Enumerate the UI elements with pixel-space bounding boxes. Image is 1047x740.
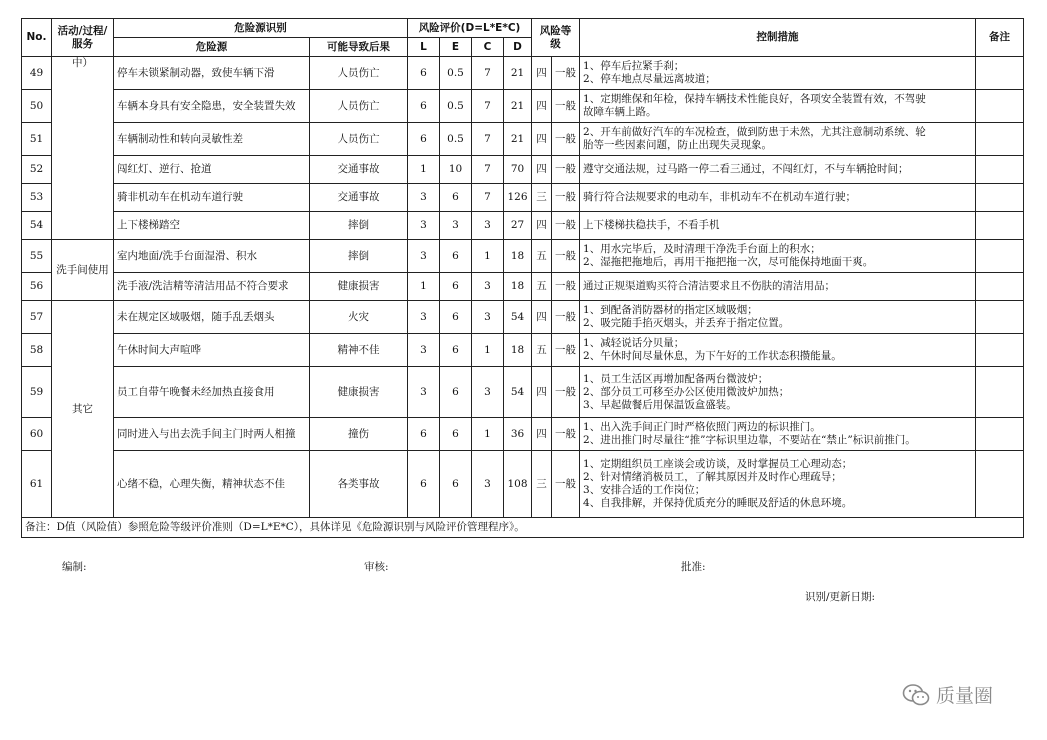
consequence-cell: 交通事故 xyxy=(310,184,408,212)
D-cell: 54 xyxy=(504,301,532,334)
update-date-label: 识别/更新日期: xyxy=(805,591,876,603)
table-row xyxy=(22,184,1024,212)
C-cell: 7 xyxy=(472,123,504,156)
hazard-cell: 车辆本身具有安全隐患，安全装置失效 xyxy=(114,90,310,123)
header-E: E xyxy=(440,38,472,57)
grade-cell: 四 xyxy=(532,212,552,240)
hazard-cell: 骑非机动车在机动车道行驶 xyxy=(114,184,310,212)
wechat-icon xyxy=(902,683,930,707)
L-cell: 3 xyxy=(408,240,440,273)
grade-cell: 四 xyxy=(532,156,552,184)
row-no: 56 xyxy=(22,273,52,301)
row-no: 60 xyxy=(22,418,52,451)
hazard-cell: 闯红灯、逆行、抢道 xyxy=(114,156,310,184)
hazard-cell: 午休时间大声喧哗 xyxy=(114,334,310,367)
measure-line: 通过正规渠道购买符合清洁要求且不伤肤的清洁用品； xyxy=(583,280,836,292)
level-cell: 一般 xyxy=(552,212,580,240)
E-cell: 0.5 xyxy=(440,90,472,123)
D-cell: 21 xyxy=(504,90,532,123)
level-cell: 一般 xyxy=(552,240,580,273)
table-body xyxy=(22,57,1024,518)
prepared-by-label: 编制: xyxy=(62,561,87,573)
hazard-cell: 上下楼梯踏空 xyxy=(114,212,310,240)
hazard-cell: 室内地面/洗手台面湿滑、积水 xyxy=(114,240,310,273)
grade-cell: 四 xyxy=(532,301,552,334)
C-cell: 3 xyxy=(472,273,504,301)
hazard-cell: 同时进入与出去洗手间主门时两人相撞 xyxy=(114,418,310,451)
control-measures-cell xyxy=(580,184,976,212)
table-row xyxy=(22,273,1024,301)
D-cell: 27 xyxy=(504,212,532,240)
measure-line: 遵守交通法规，过马路一停二看三通过，不闯红灯，不与车辆抢时间； xyxy=(583,163,909,175)
measure-line: 3、早起做餐后用保温饭盒盛装。 xyxy=(583,398,737,411)
activity-cell: 洗手间使用 xyxy=(52,240,114,301)
measure-line: 1、减轻说话分贝量； xyxy=(583,337,685,349)
table-row xyxy=(22,418,1024,451)
consequence-cell: 人员伤亡 xyxy=(310,123,408,156)
measure-line: 骑行符合法规要求的电动车，非机动车不在机动车道行驶； xyxy=(583,191,857,203)
table-row xyxy=(22,301,1024,334)
C-cell: 1 xyxy=(472,418,504,451)
remark-cell xyxy=(976,90,1024,123)
hazard-cell: 未在规定区域吸烟，随手乱丢烟头 xyxy=(114,301,310,334)
L-cell: 1 xyxy=(408,273,440,301)
remark-cell xyxy=(976,240,1024,273)
header-hazard-group: 危险源识别 xyxy=(114,19,408,38)
grade-cell: 五 xyxy=(532,240,552,273)
remark-cell xyxy=(976,123,1024,156)
L-cell: 6 xyxy=(408,123,440,156)
control-measures-cell xyxy=(580,451,976,518)
table-row xyxy=(22,212,1024,240)
L-cell: 6 xyxy=(408,57,440,90)
D-cell: 21 xyxy=(504,123,532,156)
D-cell: 18 xyxy=(504,240,532,273)
consequence-cell: 摔倒 xyxy=(310,212,408,240)
control-measures-cell xyxy=(580,334,976,367)
C-cell: 1 xyxy=(472,334,504,367)
measure-line: 2、进出推门时尽量往“推”字标识里边靠，不要站在“禁止”标识前推门。 xyxy=(583,434,916,446)
C-cell: 7 xyxy=(472,90,504,123)
C-cell: 3 xyxy=(472,367,504,418)
L-cell: 3 xyxy=(408,367,440,418)
row-no: 51 xyxy=(22,123,52,156)
D-cell: 18 xyxy=(504,334,532,367)
remark-cell xyxy=(976,156,1024,184)
E-cell: 6 xyxy=(440,301,472,334)
control-measures-cell xyxy=(580,57,976,90)
remark-cell xyxy=(976,57,1024,90)
remark-cell xyxy=(976,301,1024,334)
level-cell: 一般 xyxy=(552,334,580,367)
header-level: 风险等级 xyxy=(532,19,580,57)
L-cell: 3 xyxy=(408,184,440,212)
consequence-cell: 各类事故 xyxy=(310,451,408,518)
grade-cell: 五 xyxy=(532,273,552,301)
row-no: 59 xyxy=(22,367,52,418)
consequence-cell: 撞伤 xyxy=(310,418,408,451)
E-cell: 6 xyxy=(440,184,472,212)
table-row xyxy=(22,90,1024,123)
grade-cell: 四 xyxy=(532,90,552,123)
row-no: 53 xyxy=(22,184,52,212)
control-measures-cell xyxy=(580,301,976,334)
measure-line: 2、停车地点尽量远离坡道； xyxy=(583,73,716,85)
header-activity: 活动/过程/服务 xyxy=(52,19,114,57)
level-cell: 一般 xyxy=(552,156,580,184)
measure-line: 2、开车前做好汽车的车况检查，做到防患于未然，尤其注意制动系统、轮 xyxy=(583,126,926,138)
E-cell: 0.5 xyxy=(440,123,472,156)
control-measures-cell xyxy=(580,156,976,184)
control-measures-cell xyxy=(580,240,976,273)
remark-cell xyxy=(976,273,1024,301)
approved-by-label: 批准: xyxy=(681,561,706,573)
grade-cell: 四 xyxy=(532,367,552,418)
hazard-cell: 停车未锁紧制动器，致使车辆下滑 xyxy=(114,57,310,90)
table-row xyxy=(22,57,1024,90)
E-cell: 6 xyxy=(440,418,472,451)
L-cell: 3 xyxy=(408,212,440,240)
control-measures-cell xyxy=(580,123,976,156)
control-measures-cell xyxy=(580,212,976,240)
level-cell: 一般 xyxy=(552,57,580,90)
level-cell: 一般 xyxy=(552,418,580,451)
row-no: 57 xyxy=(22,301,52,334)
header-hazard: 危险源 xyxy=(114,38,310,57)
header-consequence: 可能导致后果 xyxy=(310,38,408,57)
watermark-text: 质量圈 xyxy=(936,685,994,707)
row-no: 54 xyxy=(22,212,52,240)
header-risk-eval: 风险评价(D=L*E*C) xyxy=(408,19,532,38)
measure-line: 1、停车后拉紧手刹； xyxy=(583,60,685,72)
grade-cell: 四 xyxy=(532,57,552,90)
remark-cell xyxy=(976,212,1024,240)
hazard-cell: 员工自带午晚餐未经加热直接食用 xyxy=(114,367,310,418)
D-cell: 108 xyxy=(504,451,532,518)
header-C: C xyxy=(472,38,504,57)
row-no: 49 xyxy=(22,57,52,90)
consequence-cell: 火灾 xyxy=(310,301,408,334)
C-cell: 1 xyxy=(472,240,504,273)
L-cell: 3 xyxy=(408,301,440,334)
D-cell: 54 xyxy=(504,367,532,418)
table-row xyxy=(22,156,1024,184)
level-cell: 一般 xyxy=(552,301,580,334)
consequence-cell: 人员伤亡 xyxy=(310,90,408,123)
consequence-cell: 人员伤亡 xyxy=(310,57,408,90)
hazard-cell: 心绪不稳，心理失衡，精神状态不佳 xyxy=(114,451,310,518)
level-cell: 一般 xyxy=(552,367,580,418)
row-no: 52 xyxy=(22,156,52,184)
E-cell: 10 xyxy=(440,156,472,184)
level-cell: 一般 xyxy=(552,273,580,301)
measure-line: 1、定期组织员工座谈会或访谈，及时掌握员工心理动态； xyxy=(583,458,853,470)
row-no: 55 xyxy=(22,240,52,273)
measure-line: 上下楼梯扶稳扶手，不看手机 xyxy=(583,219,720,231)
E-cell: 3 xyxy=(440,212,472,240)
remark-cell xyxy=(976,367,1024,418)
C-cell: 3 xyxy=(472,451,504,518)
D-cell: 126 xyxy=(504,184,532,212)
measure-line: 2、针对情绪消极员工，了解其原因并及时作心理疏导； xyxy=(583,471,842,483)
remark-cell xyxy=(976,184,1024,212)
level-cell: 一般 xyxy=(552,451,580,518)
consequence-cell: 精神不佳 xyxy=(310,334,408,367)
remark-cell xyxy=(976,451,1024,518)
D-cell: 21 xyxy=(504,57,532,90)
control-measures-cell xyxy=(580,90,976,123)
E-cell: 6 xyxy=(440,240,472,273)
header-D: D xyxy=(504,38,532,57)
reviewed-by-label: 审核: xyxy=(364,561,389,573)
measure-line: 1、员工生活区再增加配备两台微波炉； xyxy=(583,372,769,385)
L-cell: 3 xyxy=(408,334,440,367)
grade-cell: 四 xyxy=(532,123,552,156)
E-cell: 6 xyxy=(440,273,472,301)
consequence-cell: 健康损害 xyxy=(310,367,408,418)
D-cell: 70 xyxy=(504,156,532,184)
consequence-cell: 摔倒 xyxy=(310,240,408,273)
C-cell: 7 xyxy=(472,184,504,212)
measure-line: 2、湿拖把拖地后，再用干拖把拖一次，尽可能保持地面干爽。 xyxy=(583,256,874,268)
control-measures-cell xyxy=(580,273,976,301)
control-measures-cell xyxy=(580,418,976,451)
remark-cell xyxy=(976,334,1024,367)
grade-cell: 五 xyxy=(532,334,552,367)
table-row xyxy=(22,123,1024,156)
hazard-cell: 洗手液/洗洁精等清洁用品不符合要求 xyxy=(114,273,310,301)
E-cell: 6 xyxy=(440,451,472,518)
activity-cell: 其它 xyxy=(52,301,114,518)
risk-table xyxy=(21,18,1024,538)
E-cell: 6 xyxy=(440,334,472,367)
E-cell: 6 xyxy=(440,367,472,418)
table-row xyxy=(22,240,1024,273)
grade-cell: 三 xyxy=(532,184,552,212)
row-no: 50 xyxy=(22,90,52,123)
measure-line: 1、出入洗手间正门时严格依照门两边的标识推门。 xyxy=(583,421,821,433)
measure-line: 1、定期维保和年检，保持车辆技术性能良好，各项安全装置有效，不驾驶 xyxy=(583,93,926,105)
measure-line: 2、吸完随手掐灭烟头，并丢弃于指定位置。 xyxy=(583,317,790,329)
grade-cell: 三 xyxy=(532,451,552,518)
header-remark: 备注 xyxy=(976,19,1024,57)
header-control: 控制措施 xyxy=(580,19,976,57)
row-no: 58 xyxy=(22,334,52,367)
measure-line: 2、午休时间尽量休息，为下午好的工作状态积攒能量。 xyxy=(583,350,842,362)
header-no: No. xyxy=(22,19,52,57)
measure-line: 4、自我排解，并保持优质充分的睡眠及舒适的休息环境。 xyxy=(583,497,853,509)
E-cell: 0.5 xyxy=(440,57,472,90)
measure-line: 胎等一些因素问题，防止出现失灵现象。 xyxy=(583,139,773,151)
hazard-cell: 车辆制动性和转向灵敏性差 xyxy=(114,123,310,156)
D-cell: 18 xyxy=(504,273,532,301)
table-row xyxy=(22,451,1024,518)
D-cell: 36 xyxy=(504,418,532,451)
L-cell: 6 xyxy=(408,90,440,123)
measure-line: 故障车辆上路。 xyxy=(583,106,657,118)
grade-cell: 四 xyxy=(532,418,552,451)
measure-line: 1、到配备消防器材的指定区域吸烟； xyxy=(583,304,758,316)
consequence-cell: 健康损害 xyxy=(310,273,408,301)
C-cell: 7 xyxy=(472,156,504,184)
L-cell: 6 xyxy=(408,451,440,518)
table-row xyxy=(22,367,1024,418)
control-measures-cell xyxy=(580,367,976,418)
activity-cell: 中） xyxy=(52,57,114,240)
level-cell: 一般 xyxy=(552,123,580,156)
remark-cell xyxy=(976,418,1024,451)
measure-line: 3、安排合适的工作岗位； xyxy=(583,484,706,496)
measure-line: 1、用水完毕后，及时清理干净洗手台面上的积水； xyxy=(583,243,821,255)
level-cell: 一般 xyxy=(552,184,580,212)
row-no: 61 xyxy=(22,451,52,518)
C-cell: 3 xyxy=(472,301,504,334)
C-cell: 7 xyxy=(472,57,504,90)
L-cell: 6 xyxy=(408,418,440,451)
L-cell: 1 xyxy=(408,156,440,184)
level-cell: 一般 xyxy=(552,90,580,123)
C-cell: 3 xyxy=(472,212,504,240)
header-L: L xyxy=(408,38,440,57)
consequence-cell: 交通事故 xyxy=(310,156,408,184)
watermark xyxy=(902,681,993,708)
measure-line: 2、部分员工可移至办公区使用微波炉加热； xyxy=(583,385,790,398)
table-row xyxy=(22,334,1024,367)
table-note: 备注：D值（风险值）参照危险等级评价准则（D=L*E*C），具体详见《危险源识别与风险评价管理程序》。 xyxy=(22,518,1024,538)
